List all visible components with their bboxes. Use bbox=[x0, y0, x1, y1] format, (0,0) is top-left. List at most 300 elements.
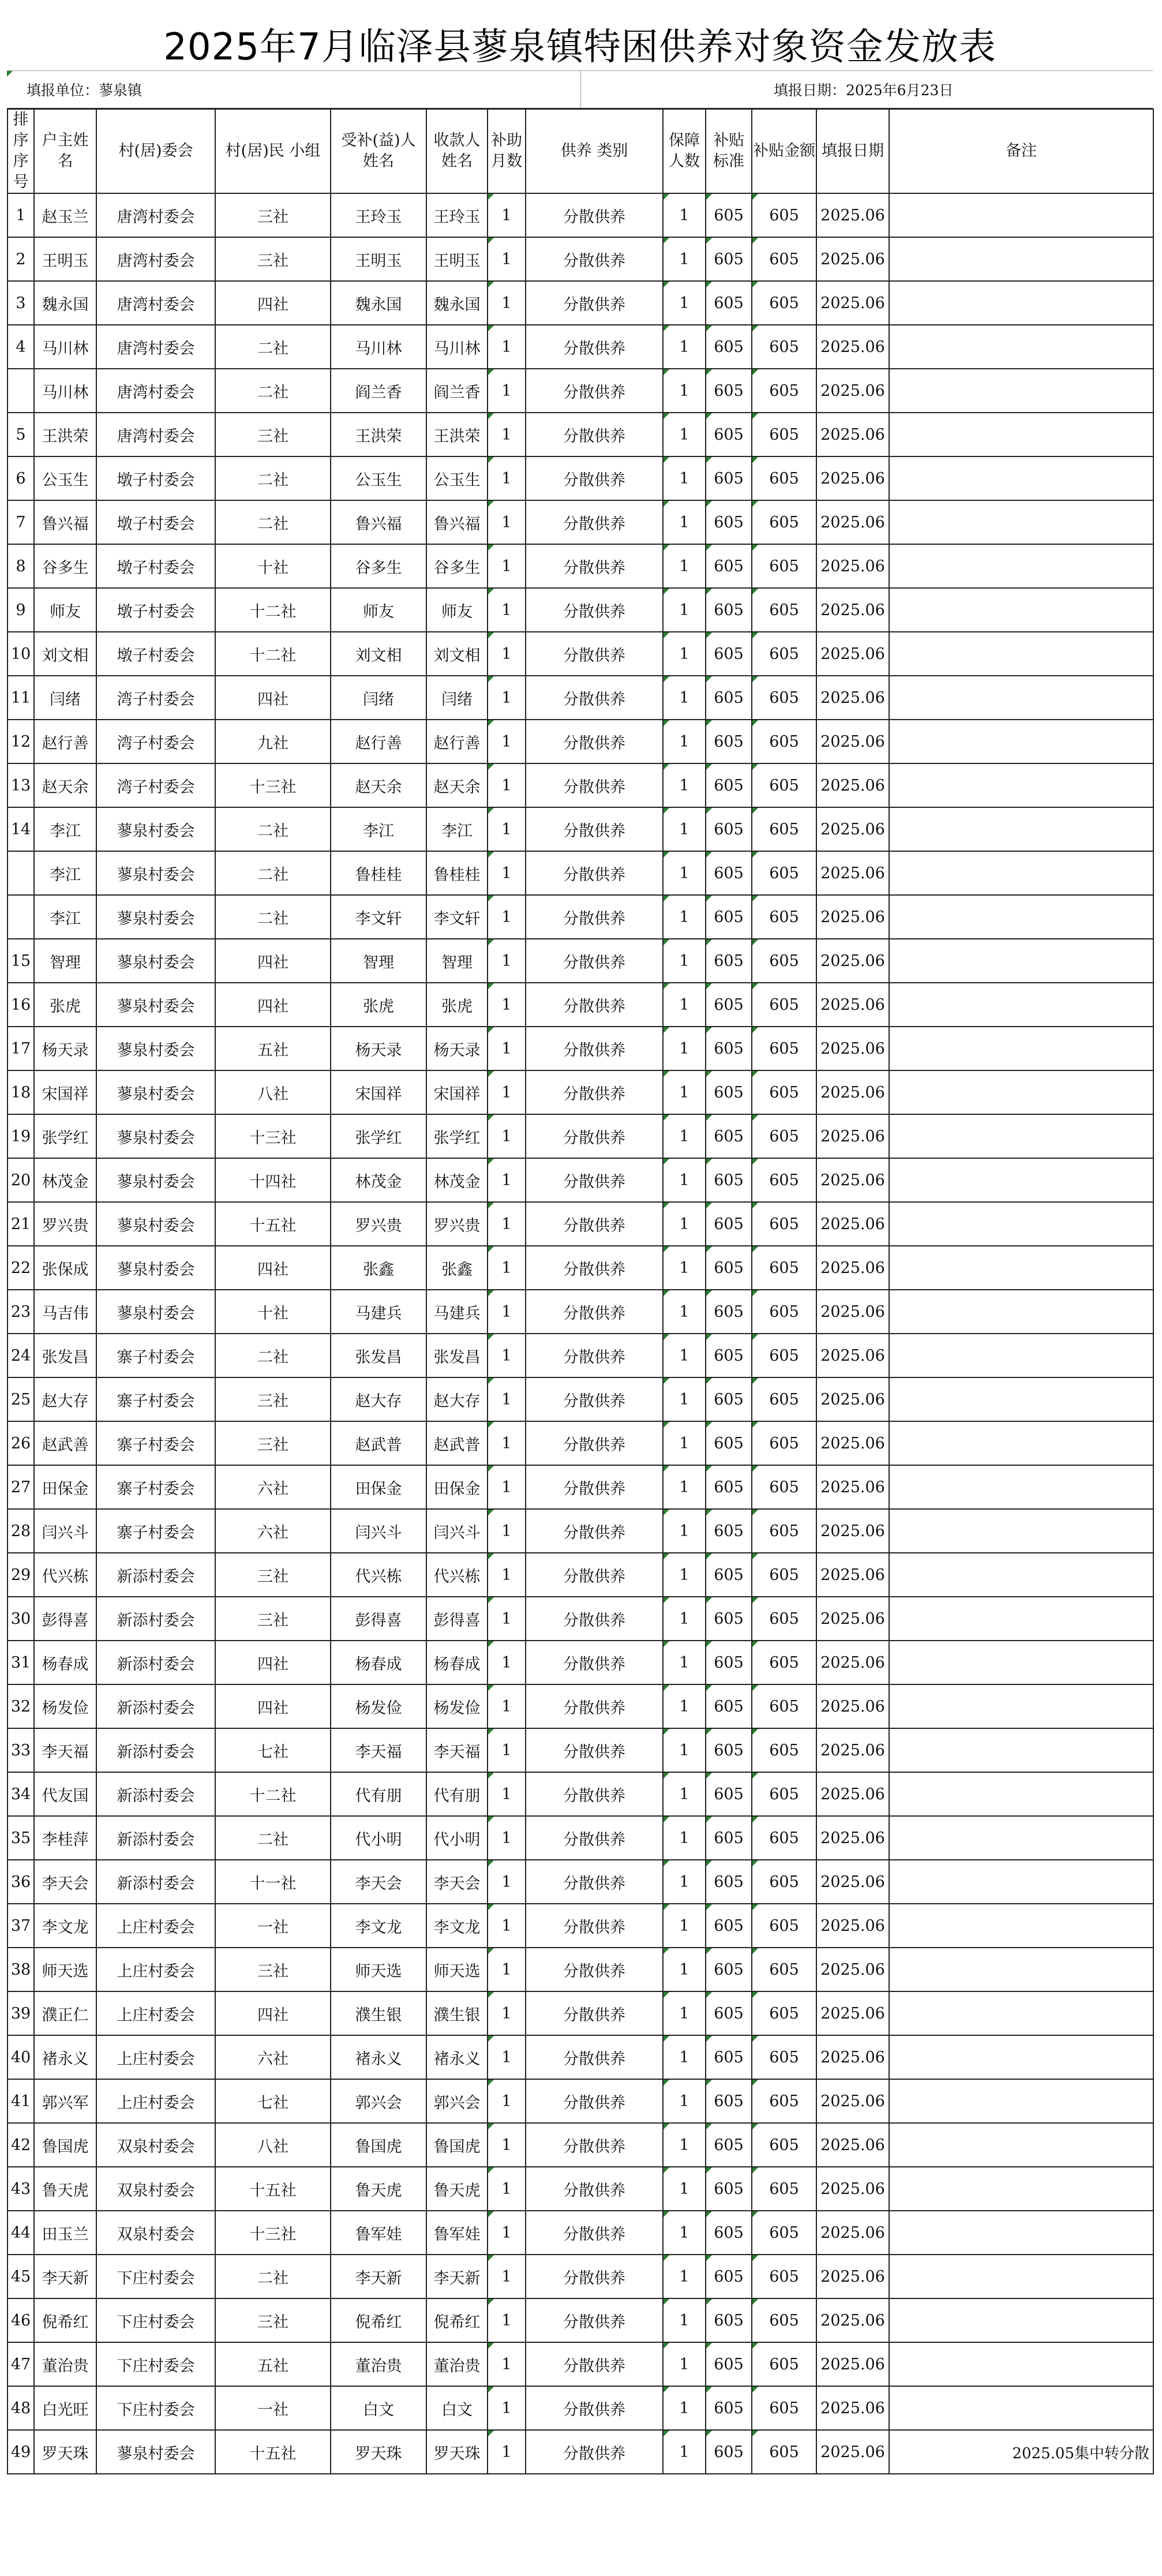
table-row bbox=[8, 2035, 1153, 2079]
cell-persons: 1 bbox=[663, 2386, 706, 2430]
cell-seq: 29 bbox=[8, 1553, 34, 1597]
cell-seq: 18 bbox=[8, 1070, 34, 1114]
table-row bbox=[8, 983, 1153, 1027]
cell-standard: 605 bbox=[706, 588, 752, 632]
page-title: 2025年7月临泽县蓼泉镇特困供养对象资金发放表 bbox=[163, 26, 996, 69]
cell-village: 上庄村委会 bbox=[96, 1904, 215, 1948]
cell-fill-date: 2025.06 bbox=[816, 1465, 889, 1509]
cell-remark bbox=[889, 1948, 1153, 1991]
cell-group: 六社 bbox=[215, 1509, 331, 1553]
cell-standard: 605 bbox=[706, 1948, 752, 1991]
cell-months: 1 bbox=[488, 983, 526, 1027]
cell-household-head: 智理 bbox=[34, 939, 96, 983]
cell-group: 三社 bbox=[215, 237, 331, 281]
cell-beneficiary: 闫绪 bbox=[331, 676, 426, 720]
cell-beneficiary: 张鑫 bbox=[331, 1246, 426, 1290]
cell-seq: 7 bbox=[8, 500, 34, 544]
cell-seq: 16 bbox=[8, 983, 34, 1027]
cell-support-type: 分散供养 bbox=[526, 1509, 663, 1553]
cell-village: 下庄村委会 bbox=[96, 2386, 215, 2430]
cell-amount: 605 bbox=[752, 2211, 816, 2255]
cell-remark bbox=[889, 588, 1153, 632]
cell-payee: 师友 bbox=[426, 588, 488, 632]
cell-payee: 罗兴贵 bbox=[426, 1202, 488, 1246]
cell-fill-date: 2025.06 bbox=[816, 456, 889, 500]
table-row bbox=[8, 939, 1153, 983]
cell-village: 新添村委会 bbox=[96, 1553, 215, 1597]
cell-household-head: 田玉兰 bbox=[34, 2211, 96, 2255]
cell-persons: 1 bbox=[663, 2298, 706, 2342]
cell-months: 1 bbox=[488, 1070, 526, 1114]
cell-village: 新添村委会 bbox=[96, 1816, 215, 1860]
cell-fill-date: 2025.06 bbox=[816, 588, 889, 632]
cell-beneficiary: 白文 bbox=[331, 2386, 426, 2430]
cell-seq: 15 bbox=[8, 939, 34, 983]
cell-seq: 6 bbox=[8, 456, 34, 500]
cell-support-type: 分散供养 bbox=[526, 456, 663, 500]
table-row bbox=[8, 1553, 1153, 1597]
cell-persons: 1 bbox=[663, 281, 706, 325]
cell-amount: 605 bbox=[752, 544, 816, 588]
cell-remark bbox=[889, 1246, 1153, 1290]
cell-months: 1 bbox=[488, 1246, 526, 1290]
cell-payee: 代兴栋 bbox=[426, 1553, 488, 1597]
table-row bbox=[8, 1728, 1153, 1772]
table-row bbox=[8, 369, 1153, 413]
cell-group: 三社 bbox=[215, 1553, 331, 1597]
cell-support-type: 分散供养 bbox=[526, 1070, 663, 1114]
cell-persons: 1 bbox=[663, 763, 706, 807]
cell-remark bbox=[889, 1904, 1153, 1948]
cell-payee: 张鑫 bbox=[426, 1246, 488, 1290]
reporting-unit: 填报单位：蓼泉镇 bbox=[7, 71, 581, 108]
cell-group: 三社 bbox=[215, 2298, 331, 2342]
table-row bbox=[8, 456, 1153, 500]
table-row bbox=[8, 1641, 1153, 1684]
cell-months: 1 bbox=[488, 632, 526, 676]
cell-support-type: 分散供养 bbox=[526, 1377, 663, 1421]
col-header-standard: 补贴标准 bbox=[706, 109, 752, 193]
cell-beneficiary: 师友 bbox=[331, 588, 426, 632]
cell-remark bbox=[889, 456, 1153, 500]
cell-months: 1 bbox=[488, 1202, 526, 1246]
cell-support-type: 分散供养 bbox=[526, 720, 663, 763]
cell-payee: 鲁桂桂 bbox=[426, 851, 488, 895]
cell-group: 四社 bbox=[215, 1246, 331, 1290]
table-row bbox=[8, 413, 1153, 456]
cell-months: 1 bbox=[488, 2123, 526, 2167]
cell-amount: 605 bbox=[752, 1904, 816, 1948]
cell-fill-date: 2025.06 bbox=[816, 2211, 889, 2255]
cell-household-head: 褚永义 bbox=[34, 2035, 96, 2079]
cell-seq: 49 bbox=[8, 2430, 34, 2474]
table-row bbox=[8, 544, 1153, 588]
cell-standard: 605 bbox=[706, 193, 752, 237]
cell-amount: 605 bbox=[752, 2298, 816, 2342]
cell-standard: 605 bbox=[706, 325, 752, 369]
cell-persons: 1 bbox=[663, 2123, 706, 2167]
cell-months: 1 bbox=[488, 1728, 526, 1772]
cell-support-type: 分散供养 bbox=[526, 1421, 663, 1465]
cell-fill-date: 2025.06 bbox=[816, 1070, 889, 1114]
cell-fill-date: 2025.06 bbox=[816, 851, 889, 895]
cell-payee: 赵行善 bbox=[426, 720, 488, 763]
cell-beneficiary: 濮生银 bbox=[331, 1991, 426, 2035]
cell-standard: 605 bbox=[706, 1509, 752, 1553]
cell-payee: 代小明 bbox=[426, 1816, 488, 1860]
cell-support-type: 分散供养 bbox=[526, 1553, 663, 1597]
cell-fill-date: 2025.06 bbox=[816, 413, 889, 456]
cell-payee: 谷多生 bbox=[426, 544, 488, 588]
table-row bbox=[8, 1158, 1153, 1202]
table-row bbox=[8, 500, 1153, 544]
cell-support-type: 分散供养 bbox=[526, 1904, 663, 1948]
cell-seq: 21 bbox=[8, 1202, 34, 1246]
cell-standard: 605 bbox=[706, 851, 752, 895]
cell-village: 双泉村委会 bbox=[96, 2123, 215, 2167]
cell-seq: 9 bbox=[8, 588, 34, 632]
cell-remark bbox=[889, 2342, 1153, 2386]
cell-remark bbox=[889, 1114, 1153, 1158]
cell-beneficiary: 郭兴会 bbox=[331, 2079, 426, 2123]
cell-support-type: 分散供养 bbox=[526, 369, 663, 413]
cell-payee: 王明玉 bbox=[426, 237, 488, 281]
cell-standard: 605 bbox=[706, 1816, 752, 1860]
cell-payee: 李天会 bbox=[426, 1860, 488, 1904]
cell-beneficiary: 李文轩 bbox=[331, 895, 426, 939]
cell-group: 三社 bbox=[215, 1377, 331, 1421]
cell-persons: 1 bbox=[663, 895, 706, 939]
cell-village: 湾子村委会 bbox=[96, 720, 215, 763]
cell-payee: 赵武普 bbox=[426, 1421, 488, 1465]
cell-seq: 31 bbox=[8, 1641, 34, 1684]
cell-village: 下庄村委会 bbox=[96, 2298, 215, 2342]
cell-months: 1 bbox=[488, 676, 526, 720]
cell-fill-date: 2025.06 bbox=[816, 763, 889, 807]
cell-village: 墩子村委会 bbox=[96, 588, 215, 632]
cell-standard: 605 bbox=[706, 281, 752, 325]
cell-village: 新添村委会 bbox=[96, 1641, 215, 1684]
cell-standard: 605 bbox=[706, 2430, 752, 2474]
cell-amount: 605 bbox=[752, 281, 816, 325]
cell-persons: 1 bbox=[663, 1860, 706, 1904]
cell-group: 五社 bbox=[215, 1027, 331, 1070]
cell-support-type: 分散供养 bbox=[526, 281, 663, 325]
cell-payee: 赵大存 bbox=[426, 1377, 488, 1421]
cell-payee: 罗天珠 bbox=[426, 2430, 488, 2474]
cell-amount: 605 bbox=[752, 500, 816, 544]
cell-beneficiary: 闫兴斗 bbox=[331, 1509, 426, 1553]
cell-household-head: 李江 bbox=[34, 807, 96, 851]
cell-household-head: 闫绪 bbox=[34, 676, 96, 720]
cell-group: 四社 bbox=[215, 983, 331, 1027]
cell-village: 寨子村委会 bbox=[96, 1465, 215, 1509]
cell-village: 唐湾村委会 bbox=[96, 237, 215, 281]
cell-seq: 8 bbox=[8, 544, 34, 588]
cell-beneficiary: 张发昌 bbox=[331, 1334, 426, 1377]
cell-beneficiary: 张虎 bbox=[331, 983, 426, 1027]
cell-seq: 39 bbox=[8, 1991, 34, 2035]
cell-amount: 605 bbox=[752, 1509, 816, 1553]
cell-remark bbox=[889, 763, 1153, 807]
table-row bbox=[8, 1816, 1153, 1860]
cell-standard: 605 bbox=[706, 1334, 752, 1377]
cell-support-type: 分散供养 bbox=[526, 1860, 663, 1904]
cell-support-type: 分散供养 bbox=[526, 500, 663, 544]
cell-payee: 王洪荣 bbox=[426, 413, 488, 456]
cell-payee: 李天新 bbox=[426, 2255, 488, 2298]
cell-beneficiary: 师天选 bbox=[331, 1948, 426, 1991]
cell-beneficiary: 谷多生 bbox=[331, 544, 426, 588]
cell-months: 1 bbox=[488, 763, 526, 807]
cell-payee: 李天福 bbox=[426, 1728, 488, 1772]
cell-remark bbox=[889, 1421, 1153, 1465]
cell-months: 1 bbox=[488, 1290, 526, 1334]
cell-support-type: 分散供养 bbox=[526, 325, 663, 369]
cell-months: 1 bbox=[488, 1377, 526, 1421]
cell-persons: 1 bbox=[663, 1948, 706, 1991]
cell-persons: 1 bbox=[663, 851, 706, 895]
table-row bbox=[8, 193, 1153, 237]
cell-fill-date: 2025.06 bbox=[816, 1904, 889, 1948]
cell-remark bbox=[889, 1641, 1153, 1684]
cell-support-type: 分散供养 bbox=[526, 1202, 663, 1246]
cell-support-type: 分散供养 bbox=[526, 2167, 663, 2211]
cell-group: 七社 bbox=[215, 2079, 331, 2123]
cell-amount: 605 bbox=[752, 1641, 816, 1684]
cell-standard: 605 bbox=[706, 1465, 752, 1509]
fund-distribution-table bbox=[7, 108, 1154, 2474]
cell-months: 1 bbox=[488, 500, 526, 544]
cell-months: 1 bbox=[488, 193, 526, 237]
cell-group: 十三社 bbox=[215, 763, 331, 807]
cell-remark bbox=[889, 1290, 1153, 1334]
cell-standard: 605 bbox=[706, 1421, 752, 1465]
header-row bbox=[8, 109, 1153, 193]
table-row bbox=[8, 851, 1153, 895]
cell-seq: 41 bbox=[8, 2079, 34, 2123]
table-row bbox=[8, 1070, 1153, 1114]
cell-household-head: 李文龙 bbox=[34, 1904, 96, 1948]
cell-beneficiary: 李天会 bbox=[331, 1860, 426, 1904]
cell-village: 下庄村委会 bbox=[96, 2342, 215, 2386]
col-header-remark: 备注 bbox=[889, 109, 1153, 193]
cell-group: 三社 bbox=[215, 193, 331, 237]
cell-fill-date: 2025.06 bbox=[816, 983, 889, 1027]
cell-seq: 37 bbox=[8, 1904, 34, 1948]
cell-remark bbox=[889, 2167, 1153, 2211]
cell-group: 十一社 bbox=[215, 1860, 331, 1904]
cell-standard: 605 bbox=[706, 1991, 752, 2035]
cell-payee: 公玉生 bbox=[426, 456, 488, 500]
cell-payee: 李江 bbox=[426, 807, 488, 851]
cell-months: 1 bbox=[488, 1597, 526, 1641]
cell-fill-date: 2025.06 bbox=[816, 1991, 889, 2035]
cell-standard: 605 bbox=[706, 2211, 752, 2255]
cell-group: 六社 bbox=[215, 1465, 331, 1509]
col-header-payee: 收款人姓名 bbox=[426, 109, 488, 193]
cell-months: 1 bbox=[488, 1991, 526, 2035]
cell-remark bbox=[889, 1597, 1153, 1641]
cell-amount: 605 bbox=[752, 1070, 816, 1114]
cell-persons: 1 bbox=[663, 632, 706, 676]
cell-fill-date: 2025.06 bbox=[816, 1158, 889, 1202]
cell-village: 新添村委会 bbox=[96, 1860, 215, 1904]
cell-months: 1 bbox=[488, 1641, 526, 1684]
cell-support-type: 分散供养 bbox=[526, 1991, 663, 2035]
cell-village: 唐湾村委会 bbox=[96, 193, 215, 237]
cell-group: 七社 bbox=[215, 1728, 331, 1772]
cell-household-head: 罗天珠 bbox=[34, 2430, 96, 2474]
cell-persons: 1 bbox=[663, 807, 706, 851]
cell-support-type: 分散供养 bbox=[526, 2386, 663, 2430]
cell-seq: 23 bbox=[8, 1290, 34, 1334]
cell-remark bbox=[889, 544, 1153, 588]
cell-household-head: 郭兴军 bbox=[34, 2079, 96, 2123]
cell-payee: 褚永义 bbox=[426, 2035, 488, 2079]
cell-household-head: 赵玉兰 bbox=[34, 193, 96, 237]
cell-months: 1 bbox=[488, 2342, 526, 2386]
table-row bbox=[8, 325, 1153, 369]
cell-group: 四社 bbox=[215, 281, 331, 325]
cell-support-type: 分散供养 bbox=[526, 632, 663, 676]
cell-months: 1 bbox=[488, 1772, 526, 1816]
table-row bbox=[8, 237, 1153, 281]
cell-months: 1 bbox=[488, 895, 526, 939]
table-row bbox=[8, 2386, 1153, 2430]
cell-remark bbox=[889, 1684, 1153, 1728]
cell-beneficiary: 马川林 bbox=[331, 325, 426, 369]
cell-village: 湾子村委会 bbox=[96, 676, 215, 720]
cell-persons: 1 bbox=[663, 2167, 706, 2211]
cell-fill-date: 2025.06 bbox=[816, 500, 889, 544]
cell-persons: 1 bbox=[663, 193, 706, 237]
cell-months: 1 bbox=[488, 2255, 526, 2298]
cell-support-type: 分散供养 bbox=[526, 2035, 663, 2079]
cell-household-head: 谷多生 bbox=[34, 544, 96, 588]
col-header-beneficiary: 受补(益)人 姓名 bbox=[331, 109, 426, 193]
cell-seq: 27 bbox=[8, 1465, 34, 1509]
table-row bbox=[8, 2167, 1153, 2211]
table-row bbox=[8, 1948, 1153, 1991]
cell-amount: 605 bbox=[752, 1114, 816, 1158]
cell-fill-date: 2025.06 bbox=[816, 2079, 889, 2123]
cell-payee: 马川林 bbox=[426, 325, 488, 369]
cell-group: 四社 bbox=[215, 1684, 331, 1728]
cell-group: 二社 bbox=[215, 2255, 331, 2298]
cell-payee: 鲁天虎 bbox=[426, 2167, 488, 2211]
cell-amount: 605 bbox=[752, 2342, 816, 2386]
cell-remark bbox=[889, 851, 1153, 895]
cell-persons: 1 bbox=[663, 1421, 706, 1465]
cell-standard: 605 bbox=[706, 676, 752, 720]
cell-standard: 605 bbox=[706, 807, 752, 851]
cell-seq bbox=[8, 851, 34, 895]
table-row bbox=[8, 588, 1153, 632]
cell-group: 四社 bbox=[215, 1991, 331, 2035]
cell-household-head: 罗兴贵 bbox=[34, 1202, 96, 1246]
cell-seq bbox=[8, 369, 34, 413]
cell-payee: 代有朋 bbox=[426, 1772, 488, 1816]
cell-fill-date: 2025.06 bbox=[816, 2035, 889, 2079]
cell-remark bbox=[889, 2386, 1153, 2430]
cell-seq: 40 bbox=[8, 2035, 34, 2079]
cell-household-head: 鲁兴福 bbox=[34, 500, 96, 544]
cell-group: 十三社 bbox=[215, 2211, 331, 2255]
cell-seq: 45 bbox=[8, 2255, 34, 2298]
cell-beneficiary: 田保金 bbox=[331, 1465, 426, 1509]
cell-beneficiary: 魏永国 bbox=[331, 281, 426, 325]
table-row bbox=[8, 1290, 1153, 1334]
cell-village: 上庄村委会 bbox=[96, 1948, 215, 1991]
cell-remark bbox=[889, 237, 1153, 281]
cell-beneficiary: 公玉生 bbox=[331, 456, 426, 500]
cell-village: 唐湾村委会 bbox=[96, 325, 215, 369]
cell-beneficiary: 宋国祥 bbox=[331, 1070, 426, 1114]
cell-village: 双泉村委会 bbox=[96, 2211, 215, 2255]
cell-group: 三社 bbox=[215, 1421, 331, 1465]
cell-persons: 1 bbox=[663, 1334, 706, 1377]
cell-months: 1 bbox=[488, 1684, 526, 1728]
cell-months: 1 bbox=[488, 2167, 526, 2211]
cell-amount: 605 bbox=[752, 1377, 816, 1421]
cell-payee: 闫绪 bbox=[426, 676, 488, 720]
cell-months: 1 bbox=[488, 1816, 526, 1860]
cell-village: 蓼泉村委会 bbox=[96, 1070, 215, 1114]
cell-support-type: 分散供养 bbox=[526, 1114, 663, 1158]
cell-persons: 1 bbox=[663, 1728, 706, 1772]
cell-seq: 35 bbox=[8, 1816, 34, 1860]
cell-beneficiary: 代小明 bbox=[331, 1816, 426, 1860]
cell-amount: 605 bbox=[752, 1772, 816, 1816]
cell-group: 八社 bbox=[215, 1070, 331, 1114]
cell-village: 蓼泉村委会 bbox=[96, 1114, 215, 1158]
cell-fill-date: 2025.06 bbox=[816, 632, 889, 676]
cell-payee: 田保金 bbox=[426, 1465, 488, 1509]
cell-payee: 李文轩 bbox=[426, 895, 488, 939]
cell-standard: 605 bbox=[706, 500, 752, 544]
cell-standard: 605 bbox=[706, 983, 752, 1027]
cell-support-type: 分散供养 bbox=[526, 763, 663, 807]
cell-village: 蓼泉村委会 bbox=[96, 1290, 215, 1334]
cell-household-head: 李桂萍 bbox=[34, 1816, 96, 1860]
cell-village: 寨子村委会 bbox=[96, 1334, 215, 1377]
cell-support-type: 分散供养 bbox=[526, 237, 663, 281]
cell-remark bbox=[889, 1334, 1153, 1377]
cell-fill-date: 2025.06 bbox=[816, 544, 889, 588]
cell-support-type: 分散供养 bbox=[526, 895, 663, 939]
cell-fill-date: 2025.06 bbox=[816, 895, 889, 939]
cell-fill-date: 2025.06 bbox=[816, 2255, 889, 2298]
cell-remark bbox=[889, 1991, 1153, 2035]
cell-persons: 1 bbox=[663, 1070, 706, 1114]
cell-beneficiary: 鲁桂桂 bbox=[331, 851, 426, 895]
cell-group: 九社 bbox=[215, 720, 331, 763]
cell-amount: 605 bbox=[752, 1202, 816, 1246]
table-row bbox=[8, 281, 1153, 325]
cell-support-type: 分散供养 bbox=[526, 2079, 663, 2123]
cell-household-head: 李天新 bbox=[34, 2255, 96, 2298]
col-header-village: 村(居)委会 bbox=[96, 109, 215, 193]
cell-group: 四社 bbox=[215, 1641, 331, 1684]
cell-months: 1 bbox=[488, 369, 526, 413]
cell-household-head: 王明玉 bbox=[34, 237, 96, 281]
col-header-months: 补助月数 bbox=[488, 109, 526, 193]
cell-amount: 605 bbox=[752, 1246, 816, 1290]
cell-months: 1 bbox=[488, 2079, 526, 2123]
cell-remark bbox=[889, 939, 1153, 983]
cell-beneficiary: 代有朋 bbox=[331, 1772, 426, 1816]
